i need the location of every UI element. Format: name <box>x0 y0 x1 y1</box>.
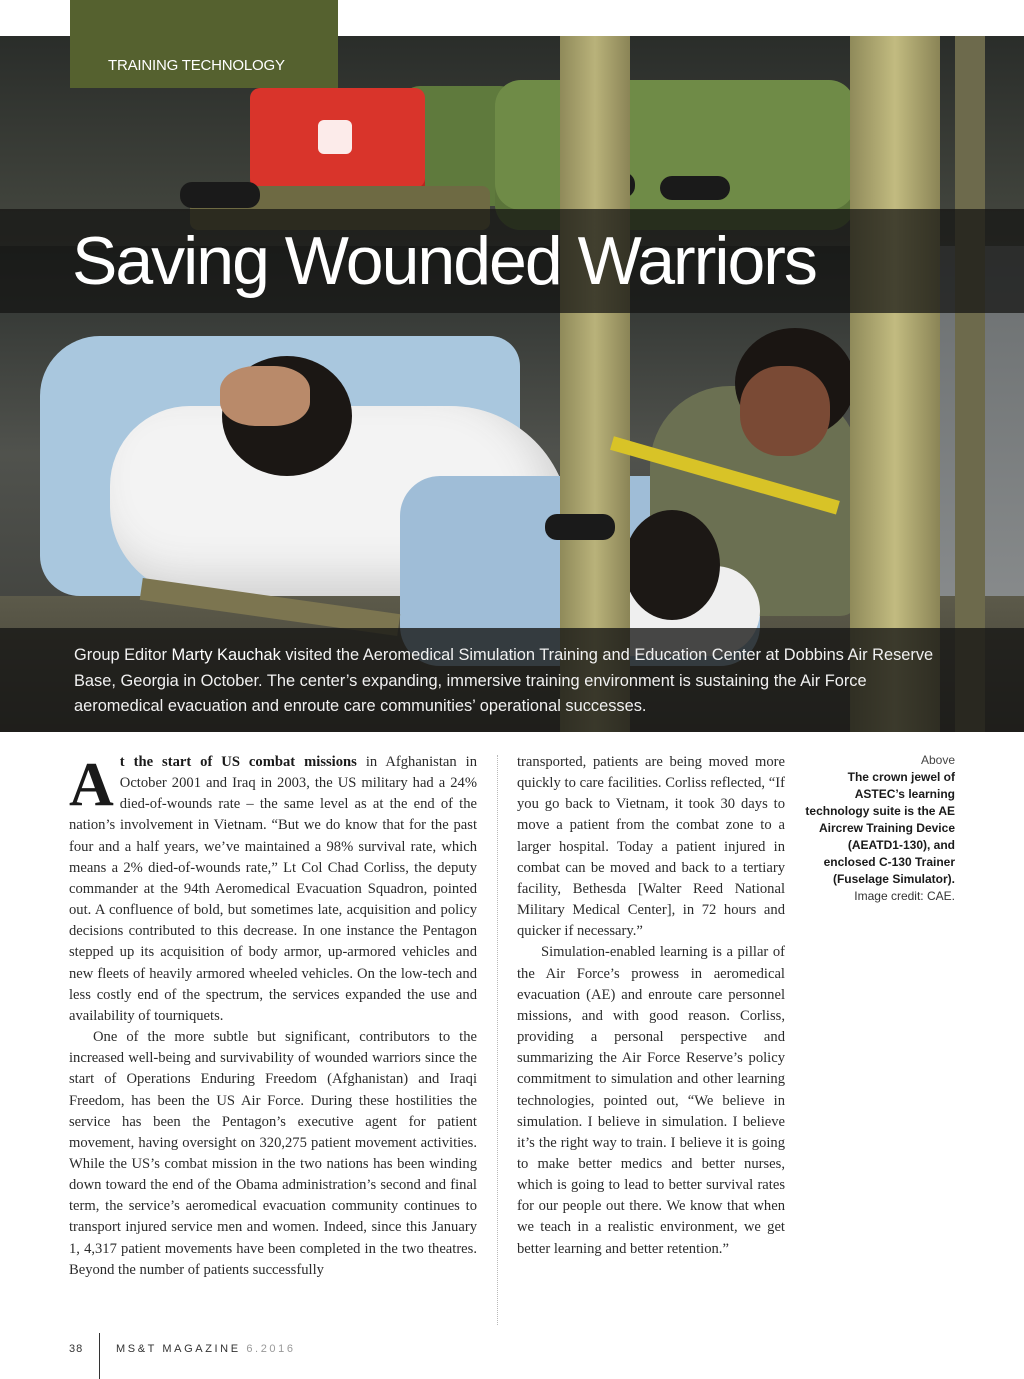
author-name: Marty Kauchak <box>171 646 281 664</box>
magazine-name: MS&T MAGAZINE <box>116 1343 241 1355</box>
lead-in: t the start of US combat missions <box>119 754 357 770</box>
paragraph-4: Simulation-enabled learning is a pillar of the Air Force’s prowess in aeromedical evacuation (AE) and enroute care personnel missions, and with good reason. Corliss, providing a personal perspective and summarizing the Air Force Reserve’s policy commitment to simulation and other learning technologies, pointed out, “We believe in simulation. I believe in simulation. I believe it’s the right way to train. I believe it is going to make better medics and better nurses, which is going to lead to better survival rates for our people out there. We know that when we teach in a realistic environment, we get better learning and better retention.” <box>517 944 785 1257</box>
caption-text: The crown jewel of ASTEC’s learning technology suite is the AE Aircrew Training Device (AEATD1-130), and enclosed C-130 Trainer (Fuselage Simulator). <box>805 770 955 886</box>
patient-manikin-head-lower <box>624 510 720 620</box>
heart-logo-icon <box>318 120 352 154</box>
paragraph-3: transported, patients are being moved more quickly to care facilities. Corliss reflected, “If you go back to Vietnam, it took 30 days to move a patient from the combat zone to a larger hospital. Today a patient injured in combat can be moved and back to a tertiary facility, Bethesda [Walter Reed National Military Medical Center], in 72 hours and quicker if necessary.” <box>517 754 785 940</box>
green-equipment-bag-large <box>495 80 855 230</box>
litter-bracket <box>180 182 260 208</box>
deck-text: visited the Aeromedical Simulation Training and Education Center at Dobbins Air Reserve Base, Georgia in October. The center’s expanding, immersive training environment is sustaining the Air Force aeromedical evacuation and enroute care communities’ operational successes. <box>74 646 934 715</box>
drop-cap: A <box>69 751 114 819</box>
deck-intro: Group Editor <box>74 646 172 664</box>
page-number: 38 <box>69 1343 84 1355</box>
litter-bracket <box>545 514 615 540</box>
airman-face <box>740 366 830 456</box>
paragraph-1 <box>69 752 477 1027</box>
caption-credit: Image credit: CAE. <box>854 889 955 903</box>
article-deck <box>74 643 934 720</box>
caption-label: Above <box>920 753 955 767</box>
section-tab <box>70 0 338 88</box>
footer-magazine <box>116 1343 296 1355</box>
photo-caption <box>805 752 955 905</box>
section-label: TRAINING TECHNOLOGY <box>108 57 285 74</box>
footer-rule <box>99 1333 100 1379</box>
column-middle <box>517 752 785 1260</box>
column-divider <box>497 755 498 1325</box>
paragraph-1-text: in Afghanistan in October 2001 and Iraq in 2003, the US military had a 24% died-of-wounds rate – the same level as at the end of the nation’s involvement in Vietnam. “But we do know that for the past four and a half years, we’ve maintained a 98% survival rate, which means a 2% died-of-wounds rate,” Lt Col Chad Corliss, the deputy commander at the 94th Aeromedical Evacuation Squadron, pointed out. A confluence of bold, but sometimes late, acquisition and policy decisions contributed to this decrease. In one instance the Pentagon stepped up its acquisition of body armor, up-armored vehicles and new fleets of heavily armored wheeled vehicles. On the low-tech and less costly end of the spectrum, the services expanded the use and availability of tourniquets. <box>69 754 477 1024</box>
article-title: Saving Wounded Warriors <box>72 223 816 299</box>
litter-bracket <box>660 176 730 200</box>
issue-date: 6.2016 <box>246 1343 296 1355</box>
deck-band <box>0 628 1024 732</box>
patient-manikin-face <box>220 366 310 426</box>
paragraph-2: One of the more subtle but significant, contributors to the increased well-being and survivability of wounded warriors since the start of Operations Enduring Freedom (Afghanistan) and Iraqi Freedom, has been the US Air Force. During these hostilities the service has been the Pentagon’s executive agent for patient movement, having oversight on 320,275 patient movement activities. While the US’s combat mission in the two nations has been winding down toward the end of the Obama administration’s second and final term, the service’s aeromedical evacuation community continues to transport injured service men and women. Indeed, since this January 1, 4,317 patient movements have been completed in the two theatres. Beyond the number of patients successfully <box>69 1029 477 1278</box>
title-band <box>0 209 1024 313</box>
column-left <box>69 752 477 1281</box>
